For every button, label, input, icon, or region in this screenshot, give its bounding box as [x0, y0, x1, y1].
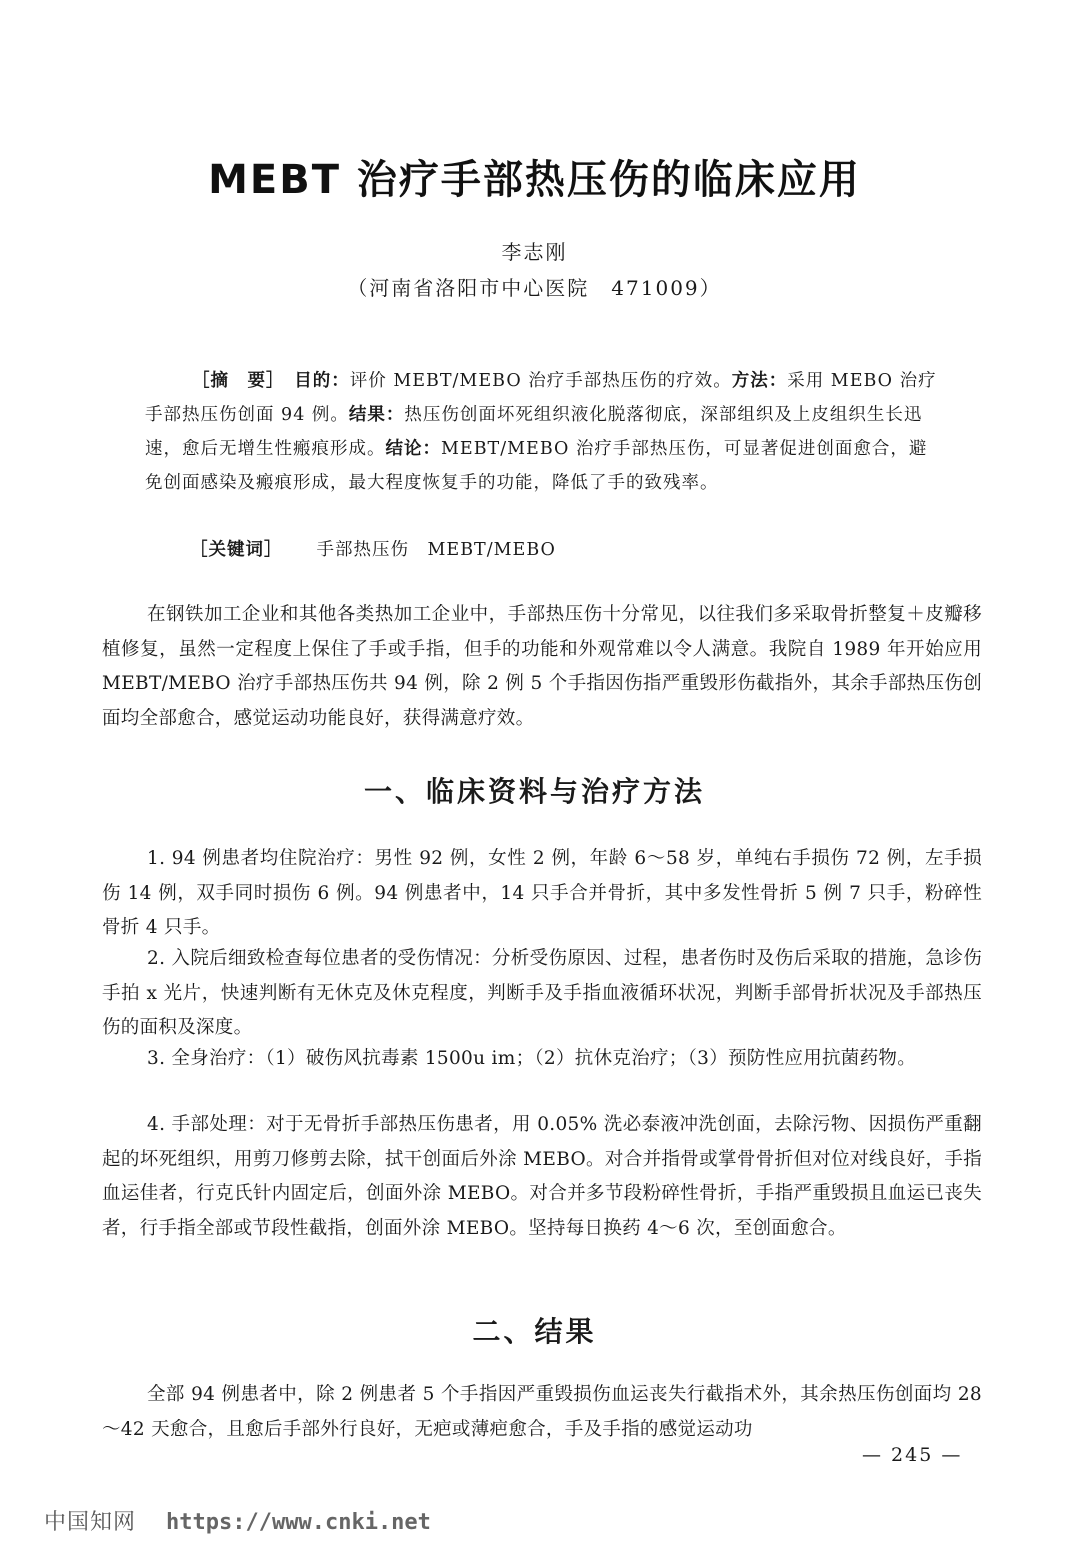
abstract-result-label: 结果：: [348, 405, 405, 425]
keywords: [190, 536, 556, 561]
section1-heading: 一、临床资料与治疗方法: [363, 775, 705, 808]
watermark-url: https://www.cnki.net: [166, 1510, 431, 1535]
author-affiliation: （河南省洛阳市中心医院 471009）: [347, 276, 722, 300]
abstract-objective: 评价 MEBT/MEBO 治疗手部热压伤的疗效。: [349, 371, 732, 391]
paper-title: MEBT 治疗手部热压伤的临床应用: [208, 157, 861, 203]
abstract-method: 采用 MEBO 治疗手部热压伤创面 94 例。: [145, 371, 937, 425]
watermark: [44, 1505, 431, 1536]
section1-paragraph-1: 1. 94 例患者均住院治疗：男性 92 例，女性 2 例，年龄 6～58 岁，单纯右手损伤 72 例，左手损伤 14 例，双手同时损伤 6 例。94 例患者中，14 只手合并骨折，其中多发性骨折 5 例 7 只手，粉碎性骨折 4 只手。: [102, 848, 982, 938]
abstract-conclusion: MEBT/MEBO 治疗手部热压伤，可显著促进创面愈合，避免创面感染及瘢痕形成，最大程度恢复手的功能，降低了手的致残率。: [145, 439, 928, 493]
abstract: [145, 364, 940, 500]
abstract-objective-label: 目的：: [294, 371, 350, 391]
section2-heading: 二、结果: [472, 1315, 597, 1348]
keywords-label: ［关键词］: [190, 540, 283, 560]
keywords-text: 手部热压伤 MEBT/MEBO: [316, 540, 556, 560]
abstract-conclusion-label: 结论：: [385, 439, 441, 459]
section1-paragraph-2: 2. 入院后细致检查每位患者的受伤情况：分析受伤原因、过程，患者伤时及伤后采取的措施，急诊伤手拍 x 光片，快速判断有无休克及休克程度，判断手及手指血液循环状况，判断手部骨折状况及手部热压伤的面积及深度。: [102, 948, 982, 1038]
section2-paragraph-1: 全部 94 例患者中，除 2 例患者 5 个手指因严重毁损伤血运丧失行截指术外，其余热压伤创面均 28～42 天愈合，且愈后手部外行良好，无疤或薄疤愈合，手及手指的感觉运动功: [102, 1384, 982, 1440]
abstract-result: 热压伤创面坏死组织液化脱落彻底，深部组织及上皮组织生长迅速，愈后无增生性瘢痕形成。: [145, 405, 923, 459]
intro-paragraph: 在钢铁加工企业和其他各类热加工企业中，手部热压伤十分常见，以往我们多采取骨折整复＋皮瓣移植修复，虽然一定程度上保住了手或手指，但手的功能和外观常难以令人满意。我院自 1989 年开始应用 MEBT/MEBO 治疗手部热压伤共 94 例，除 2 例 5 个手指因伤指严重毁形伤截指外，其余手部热压伤创面均全部愈合，感觉运动功能良好，获得满意疗效。: [102, 604, 982, 729]
watermark-site-name: 中国知网: [44, 1510, 137, 1535]
abstract-label: ［摘 要］: [192, 371, 276, 391]
author-name: 李志刚: [501, 240, 568, 264]
abstract-method-label: 方法：: [731, 371, 788, 391]
section1-paragraph-3: 3. 全身治疗：（1）破伤风抗毒素 1500u im；（2）抗休克治疗；（3）预防性应用抗菌药物。: [147, 1048, 917, 1069]
section1-paragraph-4: 4. 手部处理：对于无骨折手部热压伤患者，用 0.05% 洗必泰液冲洗创面，去除污物、因损伤严重翻起的坏死组织，用剪刀修剪去除，拭干创面后外涂 MEBO。对合并指骨或掌骨骨折但对位对线良好，手指血运佳者，行克氏针内固定后，创面外涂 MEBO。对合并多节段粉碎性骨折，手指严重毁损且血运已丧失者，行手指全部或节段性截指，创面外涂 MEBO。坚持每日换药 4～6 次，至创面愈合。: [102, 1114, 982, 1239]
page-number: — 245 —: [862, 1444, 963, 1466]
